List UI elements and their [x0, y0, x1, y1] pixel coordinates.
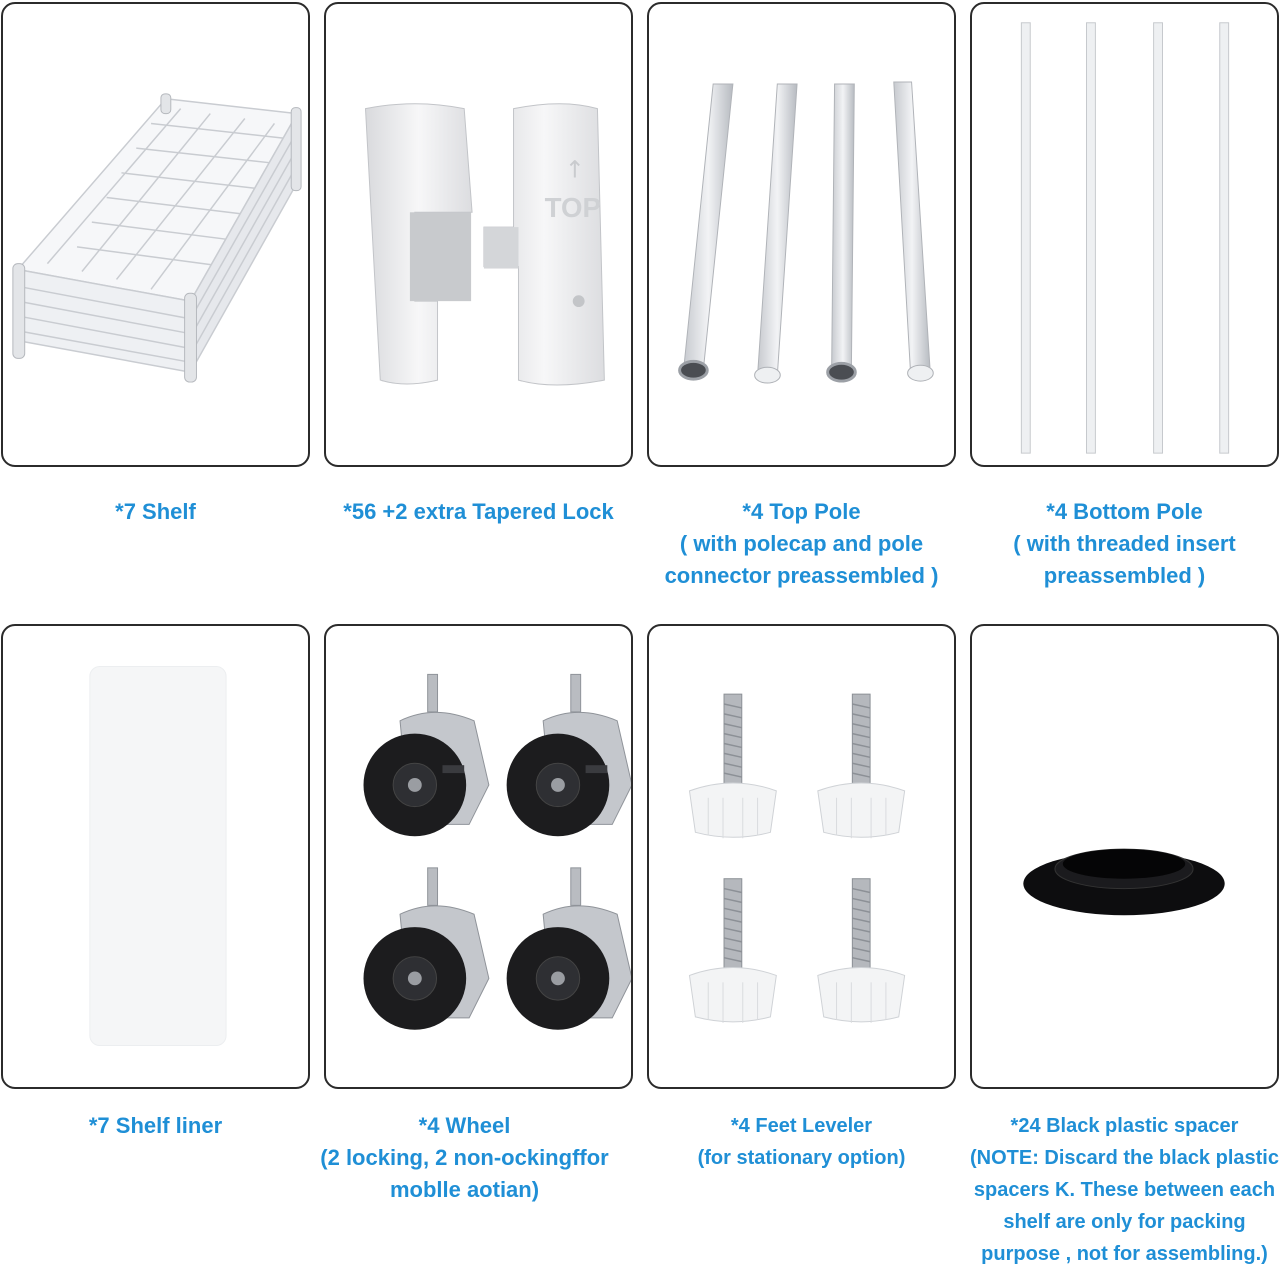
caption-line: *4 Feet Leveler [730, 1115, 873, 1137]
top-pole-image [649, 4, 954, 465]
bottom-pole-caption [970, 496, 1279, 592]
spacer-image [972, 626, 1277, 1087]
feet-leveler-image [649, 626, 954, 1087]
tapered-lock-image [326, 4, 631, 465]
wheel-image [326, 626, 631, 1087]
feet-leveler-card [647, 624, 956, 1089]
caption-line: *4 Bottom Pole [1046, 499, 1203, 524]
wheel-caption [310, 1110, 619, 1206]
caption-line: preassembled ) [1043, 563, 1206, 588]
shelf-liner-card [1, 624, 310, 1089]
caption-line: (for stationary option) [697, 1147, 906, 1169]
caption-line: *56 +2 extra Tapered Lock [343, 499, 614, 524]
shelf-liner-caption [1, 1110, 310, 1142]
feet-leveler-caption [647, 1110, 956, 1174]
caption-line: *7 Shelf liner [88, 1113, 223, 1138]
caption-line: ( with polecap and pole [679, 531, 924, 556]
caption-line: purpose , not for assembling.) [981, 1243, 1268, 1265]
wire-shelf-image [3, 4, 308, 465]
caption-line: *24 Black plastic spacer [1010, 1115, 1239, 1137]
caption-line: spacers K. These between each [973, 1179, 1276, 1201]
tapered-lock-caption [324, 496, 633, 528]
shelf-caption [1, 496, 310, 528]
wheel-card [324, 624, 633, 1089]
top-pole-card [647, 2, 956, 467]
caption-line: (2 locking, 2 non-ockingffor [320, 1145, 609, 1170]
spacer-card [970, 624, 1279, 1089]
caption-line: *4 Wheel [418, 1113, 511, 1138]
caption-line: moblle aotian) [389, 1177, 540, 1202]
caption-line: (NOTE: Discard the black plastic [970, 1147, 1279, 1169]
caption-line: connector preassembled ) [664, 563, 939, 588]
top-pole-caption [647, 496, 956, 592]
caption-line: shelf are only for packing [1003, 1211, 1246, 1233]
caption-line: *7 Shelf [115, 499, 196, 524]
lock-top-label: TOP [544, 192, 601, 224]
tapered-lock-card [324, 2, 633, 467]
spacer-caption [970, 1110, 1279, 1270]
lock-arrow-icon: ↑ [564, 155, 585, 184]
shelf-card [1, 2, 310, 467]
caption-line: ( with threaded insert [1013, 531, 1236, 556]
bottom-pole-card [970, 2, 1279, 467]
caption-line: *4 Top Pole [742, 499, 861, 524]
bottom-pole-image [972, 4, 1277, 465]
shelf-liner-image [3, 626, 308, 1087]
